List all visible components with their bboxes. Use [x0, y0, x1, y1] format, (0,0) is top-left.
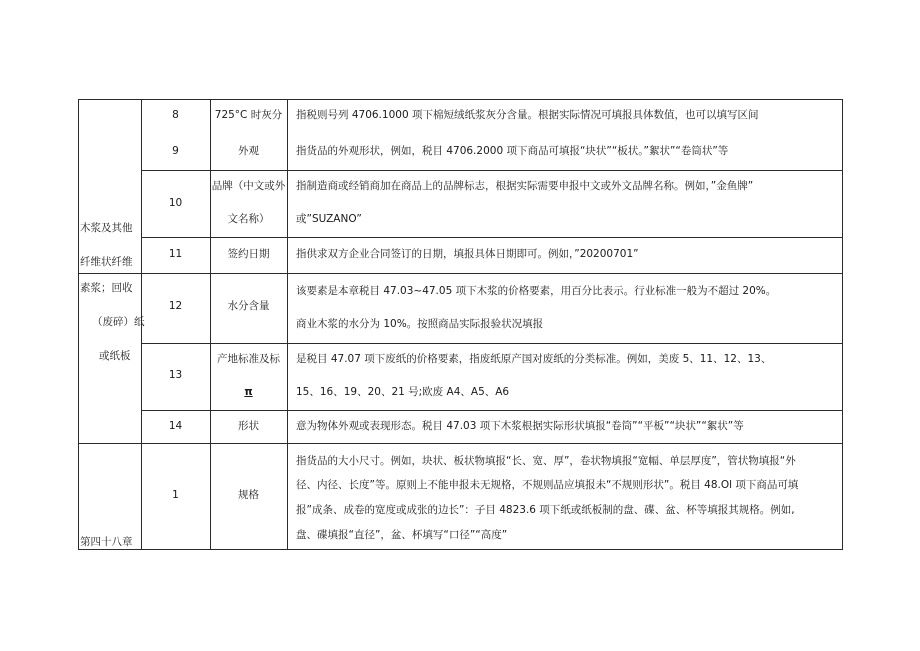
element-name: 品牌（中文或外 [211, 180, 286, 192]
row-divider [78, 273, 842, 274]
row-number: 14 [168, 420, 183, 432]
row-number: 9 [172, 145, 179, 157]
row-number: 13 [168, 369, 183, 381]
element-name: 规格 [238, 489, 259, 501]
element-name: π [244, 386, 253, 398]
table-bottom-border [78, 549, 842, 550]
column-divider-2 [210, 99, 211, 550]
table-left-border [78, 99, 79, 550]
table-top-border [78, 99, 842, 100]
chapter-text: 木浆及其他 [80, 222, 133, 234]
element-name: 形状 [238, 420, 259, 432]
element-description: 报”成条、成卷的宽度或成张的边长”：子目 4823.6 项下纸或纸板制的盘、碟、盆、杯等填报其规格。例如, [296, 504, 795, 516]
element-description: 该要素是本章税目 47.03~47.05 项下木浆的价格要素，用百分比表示。行业标准一般为不超过 20%。 [296, 285, 777, 297]
table-right-border [842, 99, 843, 550]
element-description: 指供求双方企业合同签订的日期，填报具体日期即可。例如，”20200701” [296, 248, 639, 260]
element-name: 725°C 时灰分 [214, 109, 283, 121]
row-number: 12 [168, 300, 183, 312]
element-name: 外观 [238, 145, 259, 157]
row-divider [141, 170, 842, 171]
element-description: 径、内径、长度”等。原则上不能申报未无规格，不规则品应填报未“不规则形状”。税目 48.Ol 项下商品可填 [296, 479, 799, 491]
element-description: 指货品的外观形状，例如，税目 4706.2000 项下商品可填报“块状”“板状。”絮状”“卷筒状”等 [296, 145, 729, 157]
element-description: 是税目 47.07 项下废纸的价格要素，指废纸原产国对废纸的分类标准。例如，美废 5、11、12、13、 [296, 353, 772, 365]
chapter-text: （废碎）纸 [92, 316, 145, 328]
element-description: 15、16、19、20、21 号;欧废 A4、A5、A6 [296, 386, 510, 398]
element-name: 水分含量 [227, 300, 270, 312]
row-number: 8 [172, 109, 179, 121]
row-number: 1 [172, 489, 179, 501]
row-divider [141, 237, 842, 238]
element-description: 或”SUZANO” [296, 213, 362, 225]
element-name: 文名称） [227, 213, 270, 225]
row-divider [78, 443, 842, 444]
row-divider [141, 343, 842, 344]
chapter-text: 或纸板 [99, 350, 131, 362]
column-divider-3 [287, 99, 288, 550]
chapter-text: 素浆；回收 [80, 282, 133, 294]
element-description: 指制造商或经销商加在商品上的品牌标志，根据实际需要申报中文或外文品牌名称。例如，”金鱼牌” [296, 180, 754, 192]
chapter-text: 纤维状纤维 [80, 256, 133, 268]
element-description: 指货品的大小尺寸。例如，块状、板状物填报“长、宽、厚”，卷状物填报“宽幅、单层厚度”，管状物填报“外 [296, 455, 796, 467]
element-description: 意为物体外观或表现形态。税目 47.03 项下木浆根据实际形状填报“卷筒”“平板”“块状”“絮状”等 [296, 420, 744, 432]
row-divider [141, 410, 842, 411]
element-name: 签约日期 [227, 248, 270, 260]
element-name: 产地标准及标 [217, 353, 280, 365]
row-number: 11 [168, 248, 183, 260]
row-number: 10 [168, 197, 183, 209]
chapter-48-label: 第四十八章 [80, 536, 133, 548]
element-description: 商业木浆的水分为 10%。按照商品实际报验状况填报 [296, 318, 544, 330]
element-description: 指税则号列 4706.1000 项下棉短绒纸浆灰分含量。根据实际情况可填报具体数值，也可以填写区间 [296, 109, 759, 121]
element-description: 盘、碟填报“直径”，盆、杯填写“口径”“高度” [296, 529, 508, 541]
